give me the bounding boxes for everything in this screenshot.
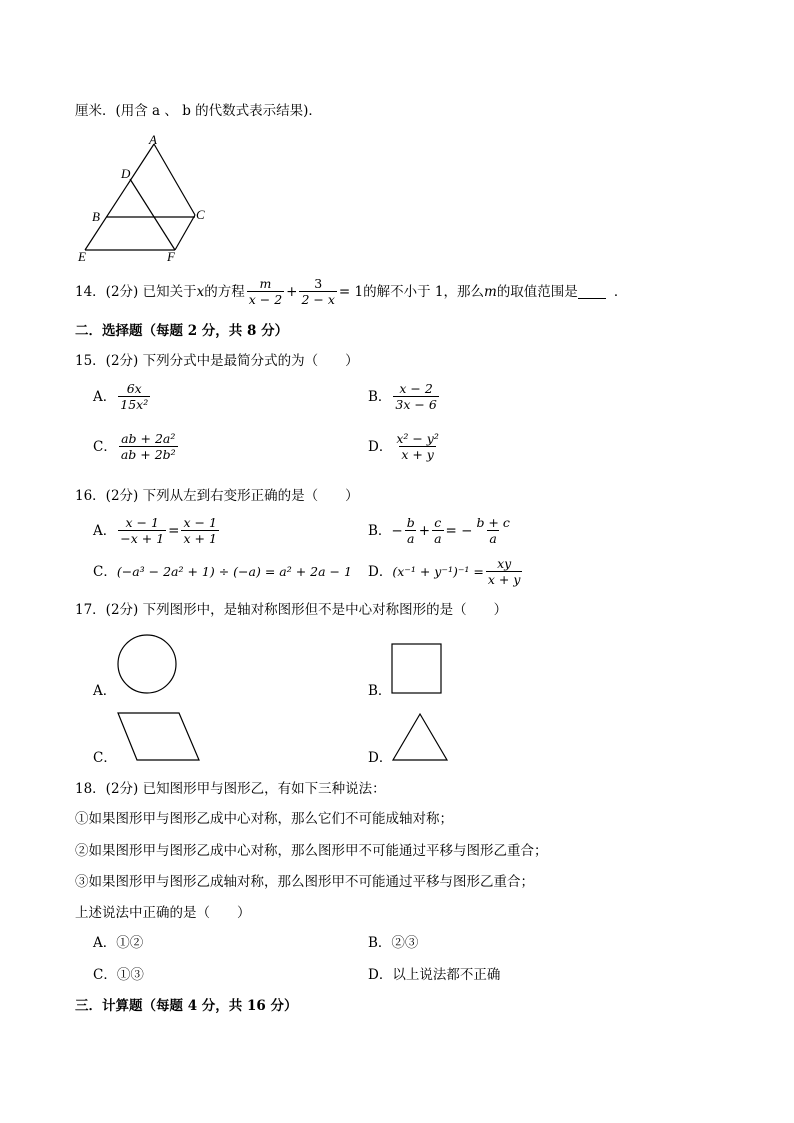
q15-option-b[interactable]: B． $\frac{x - 2}{3x - 6}$ xyxy=(368,381,437,412)
section-2-heading: 二．选择题（每题 2 分，共 8 分） xyxy=(75,323,289,339)
q17-option-a-label[interactable]: A． xyxy=(93,683,117,699)
q16-option-b[interactable]: B． − $\frac{b}{a}$ + $\frac{c}{a}$ = − $\frac{b + c}{a}$ xyxy=(368,515,510,546)
q18-option-c[interactable]: C．①③ xyxy=(93,967,144,983)
question-18-stem: 18．(2分) 已知图形甲与图形乙，有如下三种说法： xyxy=(75,781,386,797)
q18-option-d[interactable]: D．以上说法都不正确 xyxy=(368,967,501,983)
q15-option-c[interactable]: C． $\frac{\text{ab + 2a²}}{\text{ab + 2b²}}$ xyxy=(93,431,176,462)
square-shape[interactable] xyxy=(391,643,443,695)
q14-suffix1: 的解不小于 1，那么 xyxy=(363,283,484,300)
q16-option-a[interactable]: A． $\frac{x - 1}{-x + 1}$ = $\frac{x - 1}{x + 1}$ xyxy=(93,515,217,546)
q14-frac2: $\frac{3}{2 - x}$ xyxy=(301,276,335,307)
q14-eq: = 1 xyxy=(338,283,364,300)
label-f: F xyxy=(167,249,175,264)
q14-frac1: $\frac{m}{x - 2}$ xyxy=(248,276,283,307)
triangle-shape[interactable] xyxy=(391,713,449,763)
q14-suffix2: 的取值范围是 xyxy=(496,283,578,300)
q15-option-d[interactable]: D． $\frac{\text{x² − y²}}{x + y}$ xyxy=(368,431,439,462)
question-16-stem: 16．(2分) 下列从左到右变形正确的是（ ） xyxy=(75,488,359,504)
q14-var: x xyxy=(196,283,205,300)
question-17-stem: 17．(2分) 下列图形中，是轴对称图形但不是中心对称图形的是（ ） xyxy=(75,602,508,618)
parallelogram-shape[interactable] xyxy=(117,712,201,762)
triangle-figure xyxy=(70,130,220,270)
answer-blank[interactable] xyxy=(578,285,606,299)
q15-option-a[interactable]: A． $\frac{6x}{\text{15x²}}$ xyxy=(93,381,149,412)
q16-option-d[interactable]: D． (x⁻¹ + y⁻¹)⁻¹ = $\frac{xy}{x + y}$ xyxy=(368,556,521,587)
q18-statement-3: ③如果图形甲与图形乙成轴对称，那么图形甲不可能通过平移与图形乙重合； xyxy=(75,874,534,890)
question-15-stem: 15．(2分) 下列分式中是最简分式的为（ ） xyxy=(75,353,359,369)
continuation-text: 厘米．(用含 a 、 b 的代数式表示结果)． xyxy=(75,103,322,119)
q14-m: m xyxy=(484,283,497,300)
label-b: B xyxy=(92,209,100,224)
question-14 xyxy=(75,276,627,307)
circle-shape[interactable] xyxy=(117,634,179,696)
q17-option-b-label[interactable]: B． xyxy=(368,683,392,699)
label-d: D xyxy=(121,166,131,181)
q18-statement-2: ②如果图形甲与图形乙成中心对称，那么图形甲不可能通过平移与图形乙重合； xyxy=(75,843,548,859)
q16-option-c[interactable]: C． (−a³ − 2a² + 1) ÷ (−a) = a² + 2a − 1 xyxy=(93,564,352,580)
q17-option-d-label[interactable]: D． xyxy=(368,750,393,766)
q14-mid: 的方程 xyxy=(204,283,245,300)
q18-option-a[interactable]: A．①② xyxy=(93,935,144,951)
q18-statement-1: ①如果图形甲与图形乙成中心对称，那么它们不可能成轴对称； xyxy=(75,811,453,827)
section-3-heading: 三．计算题（每题 4 分，共 16 分） xyxy=(75,998,298,1014)
label-e: E xyxy=(78,249,86,264)
q14-prefix: 14．(2分) 已知关于 xyxy=(75,283,197,300)
q17-option-c-label[interactable]: C． xyxy=(93,750,117,766)
q18-ask: 上述说法中正确的是（ ） xyxy=(75,905,251,921)
label-a: A xyxy=(149,132,157,147)
q14-plus: + xyxy=(286,283,298,300)
label-c: C xyxy=(196,207,205,222)
q14-end: ． xyxy=(613,283,628,300)
q18-option-b[interactable]: B．②③ xyxy=(368,935,419,951)
